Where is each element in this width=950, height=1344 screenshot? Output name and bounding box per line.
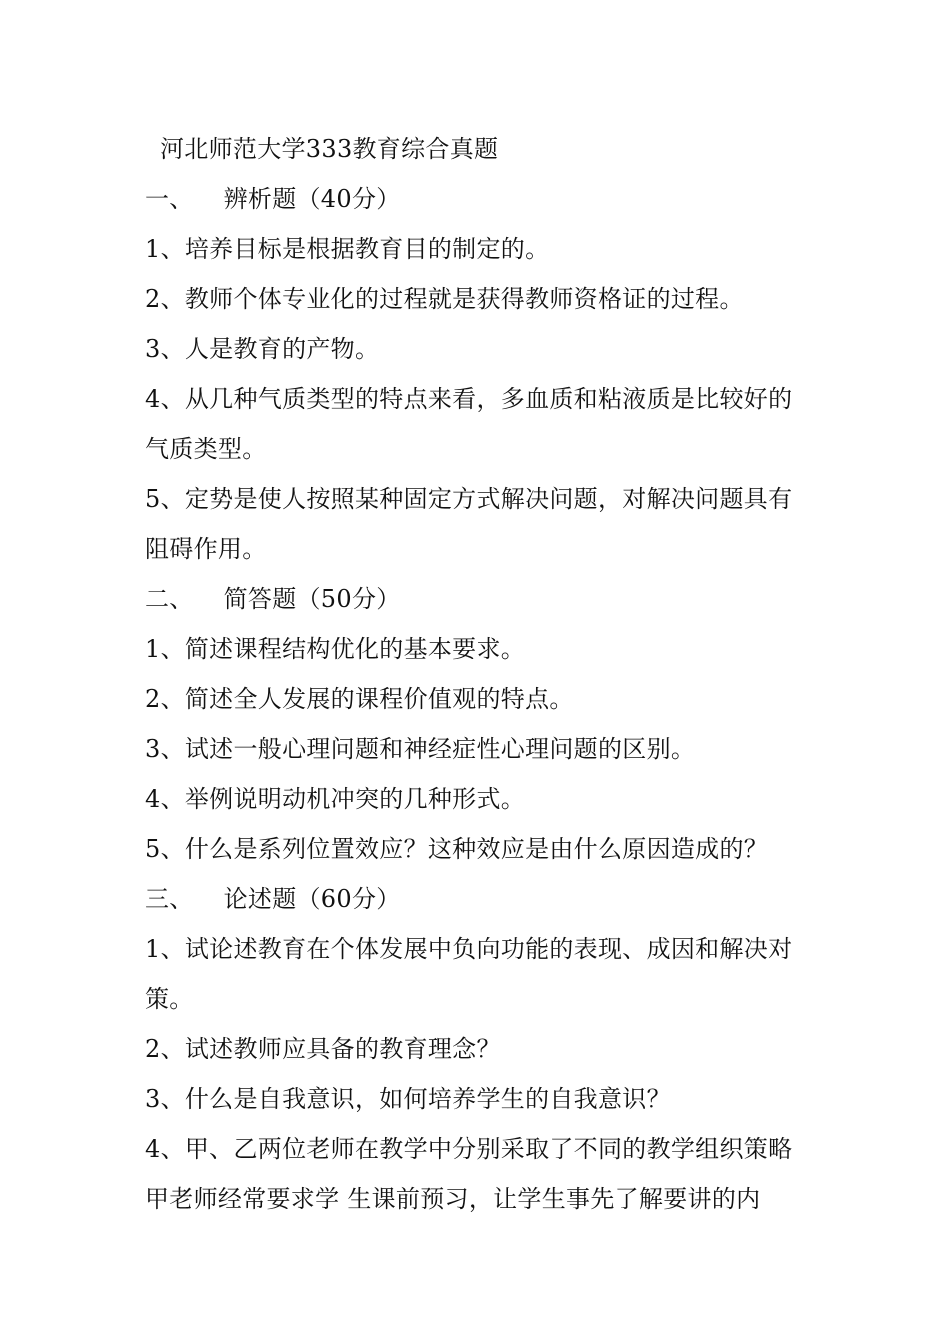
question-line: 5、定势是使人按照某种固定方式解决问题，对解决问题具有 bbox=[145, 485, 793, 513]
section-title: 简答题（50分） bbox=[223, 585, 401, 613]
question-line: 阻碍作用。 bbox=[145, 535, 267, 563]
section-number: 一、 bbox=[145, 185, 194, 213]
question-line: 3、试述一般心理问题和神经症性心理问题的区别。 bbox=[145, 735, 696, 763]
section-title: 辨析题（40分） bbox=[223, 185, 401, 213]
question-line: 策。 bbox=[145, 985, 194, 1013]
question-line: 2、试述教师应具备的教育理念？ bbox=[145, 1035, 501, 1063]
question-line: 4、甲、乙两位老师在教学中分别采取了不同的教学组织策略 bbox=[145, 1135, 793, 1163]
section-heading-1 bbox=[145, 183, 401, 215]
section-number: 二、 bbox=[145, 585, 194, 613]
question-line: 1、培养目标是根据教育目的制定的。 bbox=[145, 235, 550, 263]
question-line: 1、试论述教育在个体发展中负向功能的表现、成因和解决对 bbox=[145, 935, 793, 963]
page-title: 河北师范大学333教育综合真题 bbox=[160, 135, 499, 163]
question-line: 气质类型。 bbox=[145, 435, 267, 463]
question-line: 5、什么是系列位置效应？这种效应是由什么原因造成的？ bbox=[145, 835, 769, 863]
question-line: 3、什么是自我意识，如何培养学生的自我意识？ bbox=[145, 1085, 671, 1113]
question-line: 4、从几种气质类型的特点来看，多血质和粘液质是比较好的 bbox=[145, 385, 793, 413]
section-heading-3 bbox=[145, 883, 401, 915]
question-line: 4、举例说明动机冲突的几种形式。 bbox=[145, 785, 526, 813]
section-heading-2 bbox=[145, 583, 401, 615]
question-line: 1、简述课程结构优化的基本要求。 bbox=[145, 635, 526, 663]
question-line: 3、人是教育的产物。 bbox=[145, 335, 380, 363]
question-line: 甲老师经常要求学 生课前预习，让学生事先了解要讲的内 bbox=[145, 1185, 761, 1213]
question-line: 2、简述全人发展的课程价值观的特点。 bbox=[145, 685, 574, 713]
question-line: 2、教师个体专业化的过程就是获得教师资格证的过程。 bbox=[145, 285, 744, 313]
section-title: 论述题（60分） bbox=[223, 885, 401, 913]
section-number: 三、 bbox=[145, 885, 194, 913]
